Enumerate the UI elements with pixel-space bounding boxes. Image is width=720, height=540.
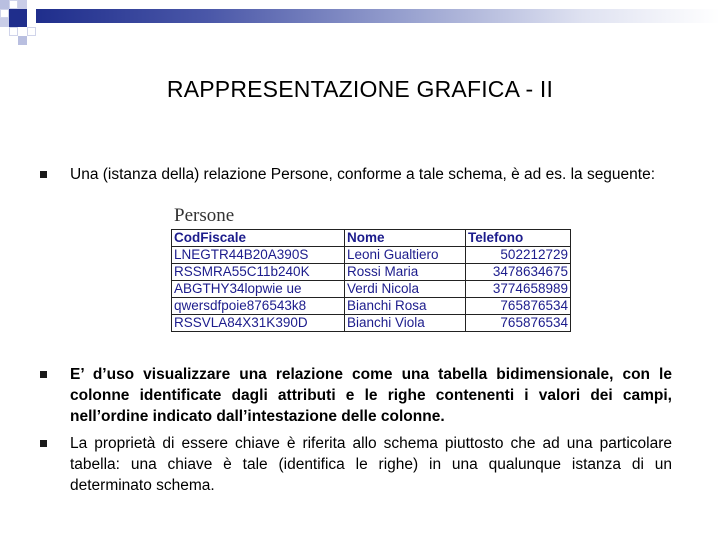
header-gradient-band: [36, 9, 720, 23]
cell-nome: Bianchi Viola: [345, 315, 466, 332]
cell-telefono: 3774658989: [466, 281, 571, 298]
deco-square: [0, 9, 9, 18]
table-row: [172, 281, 571, 298]
cell-nome: Bianchi Rosa: [345, 298, 466, 315]
cell-codfiscale: LNEGTR44B20A390S: [172, 247, 345, 264]
bullet-text: Una (istanza della) relazione Persone, conforme a tale schema, è ad es. la seguente:: [70, 166, 656, 183]
column-header: CodFiscale: [172, 230, 345, 247]
deco-square: [27, 27, 36, 36]
cell-codfiscale: RSSMRA55C11b240K: [172, 264, 345, 281]
bullet-text: La proprietà di essere chiave è riferita allo schema piuttosto che ad una particolare tabella: una chiave è tale (identifica le righe) in una qualunque istanza di un determinato schema.: [70, 435, 672, 494]
table-row: [172, 264, 571, 281]
cell-telefono: 765876534: [466, 298, 571, 315]
slide-title: RAPPRESENTAZIONE GRAFICA - II: [166, 76, 554, 102]
cell-nome: Verdi Nicola: [345, 281, 466, 298]
deco-square: [9, 9, 27, 27]
column-header: Nome: [345, 230, 466, 247]
header-decoration: [0, 0, 720, 50]
square-bullet-icon: [40, 440, 47, 447]
table-row: [172, 247, 571, 264]
cell-codfiscale: ABGTHY34lopwie ue: [172, 281, 345, 298]
deco-square: [9, 0, 18, 9]
column-header: Telefono: [466, 230, 571, 247]
persone-table: [171, 229, 571, 332]
table-caption: Persone: [174, 205, 235, 226]
table-row: [172, 298, 571, 315]
deco-square: [18, 36, 27, 45]
cell-telefono: 502212729: [466, 247, 571, 264]
cell-nome: Rossi Maria: [345, 264, 466, 281]
cell-codfiscale: RSSVLA84X31K390D: [172, 315, 345, 332]
square-bullet-icon: [40, 171, 47, 178]
deco-square: [0, 0, 9, 9]
cell-telefono: 765876534: [466, 315, 571, 332]
deco-square: [18, 0, 27, 9]
cell-nome: Leoni Gualtiero: [345, 247, 466, 264]
cell-codfiscale: qwersdfpoie876543k8: [172, 298, 345, 315]
deco-square: [9, 27, 18, 36]
table-header-row: [172, 230, 571, 247]
table-row: [172, 315, 571, 332]
deco-square: [0, 18, 9, 27]
square-bullet-icon: [40, 371, 47, 378]
cell-telefono: 3478634675: [466, 264, 571, 281]
bullet-text: E’ d’uso visualizzare una relazione come una tabella bidimensionale, con le colonne identificate dagli attributi e le righe contenenti i valori dei campi, nell’ordine indicato dall’intestazione delle colonne.: [70, 366, 672, 425]
